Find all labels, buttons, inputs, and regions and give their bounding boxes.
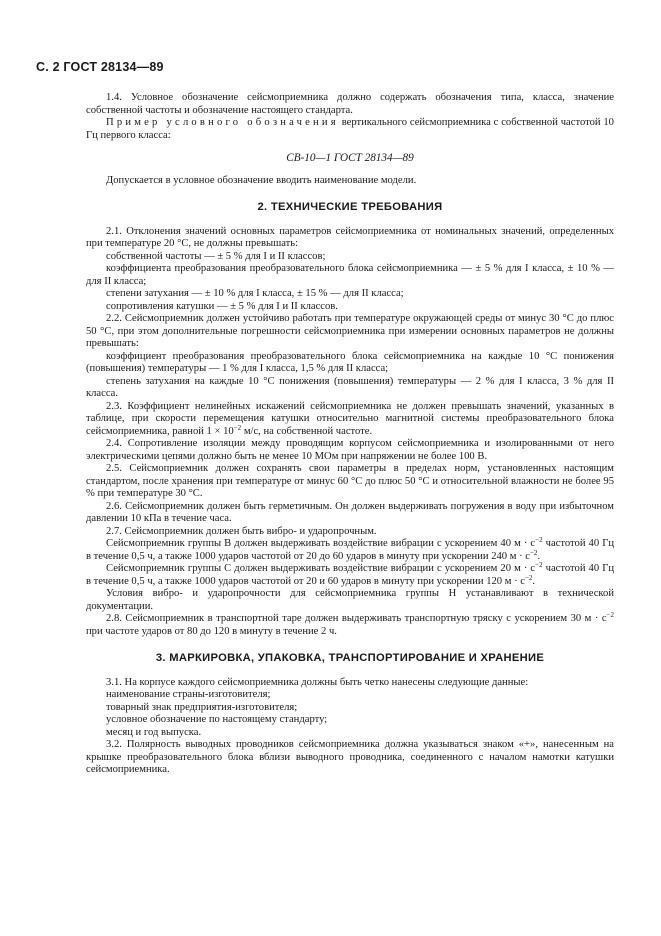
clause-2-6: 2.6. Сейсмоприемник должен быть герметичным. Он должен выдерживать погружения в воду при избыточном давлении 10 кПа в течение часа. — [86, 500, 614, 524]
example-designation: СВ-10—1 ГОСТ 28134—89 — [286, 152, 414, 164]
clause-2-1-item-frequency: собственной частоты — ± 5 % для I и II классов; — [106, 250, 326, 262]
section-2-heading: 2. ТЕХНИЧЕСКИЕ ТРЕБОВАНИЯ — [257, 201, 443, 213]
section-3-heading: 3. МАРКИРОВКА, УПАКОВКА, ТРАНСПОРТИРОВАНИЕ И ХРАНЕНИЕ — [155, 652, 545, 664]
example-lead: Пример условного обозначения — [106, 117, 339, 128]
exponent: −2 — [529, 548, 538, 557]
example-rest: вертикального сейсмоприемника с собственной частотой 10 Гц первого класса: — [86, 117, 614, 141]
period: . — [532, 575, 536, 587]
clause-3-1-item-date: месяц и год выпуска. — [106, 726, 202, 738]
model-name-note: Допускается в условное обозначение вводить наименование модели. — [106, 174, 417, 186]
group-b-text-cont: частотой 40 Гц в течение 0,5 ч, а также 1000 ударов частотой от 20 до 60 ударов в минуту при ускорении 240 м · с — [86, 538, 615, 562]
clause-3-1: 3.1. На корпусе каждого сейсмоприемника должны быть четко нанесены следующие данные: — [106, 676, 529, 688]
clause-2-1: 2.1. Отклонения значений основных параметров сейсмоприемника от номинальных значений, определенных при температуре 20 °С, не должны превышать: — [86, 225, 614, 249]
clause-2-4: 2.4. Сопротивление изоляции между проводящим корпусом сейсмоприемника и изолированными от него электрическими цепями должно быть не менее 10 МОм при напряжении не более 100 В. — [86, 438, 614, 462]
clause-2-7-group-b — [86, 538, 614, 563]
clause-1-4: 1.4. Условное обозначение сейсмоприемника должно содержать обозначения типа, класса, значение собственной частоты и обозначение настоящего стандарта. — [86, 92, 614, 116]
group-c-text: Сейсмоприемник группы С должен выдерживать воздействие вибрации с ускорением 20 м · с — [106, 563, 536, 574]
clause-2-8-text: 2.8. Сейсмоприемник в транспортной таре должен выдерживать транспортную тряску с ускорением 30 м · с — [106, 613, 607, 624]
group-c-text-cont: частотой 40 Гц в течение 0,5 ч, а также 1000 ударов частотой от 20 и 60 ударов в минуту при ускорении 120 м · с — [86, 563, 615, 587]
period: . — [537, 550, 541, 562]
exponent: −2 — [233, 423, 242, 432]
clause-3-1-item-designation: условное обозначение по настоящему стандарту; — [106, 714, 328, 725]
clause-2-2-item-coefficient: коэффициент преобразования преобразовательного блока сейсмоприемника на каждые 10 °С понижения (повышения) температуры — 1 % для I класса, 1,5 % для II класса; — [86, 350, 614, 374]
clause-2-3-end: м/с, на собственной частоте. — [241, 425, 373, 437]
clause-2-8 — [86, 613, 614, 638]
clause-3-2: 3.2. Полярность выводных проводников сейсмоприемника должна указываться знаком «+», нанесенным на крышке преобразовательного блока вблизи выводного проводника, соединенного с началом намотки катушки сейсмоприемника. — [86, 739, 614, 775]
exponent: −2 — [524, 573, 533, 582]
example-paragraph — [86, 117, 614, 142]
clause-2-7-group-c — [86, 563, 614, 588]
page-content — [86, 92, 614, 777]
group-b-text: Сейсмоприемник группы В должен выдерживать воздействие вибрации с ускорением 40 м · с — [106, 538, 536, 549]
clause-3-1-item-trademark: товарный знак предприятия-изготовителя; — [106, 701, 298, 713]
clause-2-1-item-coefficient: коэффициента преобразования преобразовательного блока сейсмоприемника — ± 5 % для I класса, ± 10 % — для II класса; — [86, 263, 614, 287]
clause-2-2: 2.2. Сейсмоприемник должен устойчиво работать при температуре окружающей среды от минус 30 °С до плюс 50 °С, при этом дополнительные погрешности сейсмоприемника при измерении основных параметров не должны превышать: — [86, 313, 614, 349]
clause-2-8-end: при частоте ударов от 80 до 120 в минуту в течение 2 ч. — [86, 625, 337, 637]
clause-2-3 — [86, 401, 614, 439]
clause-2-7-group-h: Условия вибро- и ударопрочности для сейсмоприемника группы Н устанавливают в технической документации. — [86, 588, 614, 612]
exponent: −2 — [535, 536, 543, 544]
page-header: С. 2 ГОСТ 28134—89 — [36, 60, 164, 74]
clause-3-1-item-country: наименование страны-изготовителя; — [106, 689, 271, 700]
clause-2-7: 2.7. Сейсмоприемник должен быть вибро- и ударопрочным. — [106, 525, 377, 537]
clause-2-1-item-damping: степени затухания — ± 10 % для I класса, ± 15 % — для II класса; — [106, 288, 404, 299]
exponent: −2 — [606, 611, 614, 619]
clause-2-1-item-resistance: сопротивления катушки — ± 5 % для I и II классов. — [106, 300, 338, 312]
clause-2-5: 2.5. Сейсмоприемник должен сохранять свои параметры в пределах норм, установленных настоящим стандартом, после хранения при температуре от минус 60 °С до плюс 50 °С и относительной влажности не более 95 % при температуре 30 °С. — [86, 463, 614, 499]
clause-2-2-item-damping: степень затухания на каждые 10 °С понижения (повышения) температуры — 2 % для I класса, 3 % для II класса. — [86, 375, 614, 399]
clause-2-3-text: 2.3. Коэффициент нелинейных искажений сейсмоприемника не должен превышать значений, указанных в таблице, при скорости перемещения катушки относительно магнитной системы преобразовательного блока сейсмоприемника, равной 1 × 10 — [86, 400, 614, 437]
exponent: −2 — [535, 561, 543, 569]
